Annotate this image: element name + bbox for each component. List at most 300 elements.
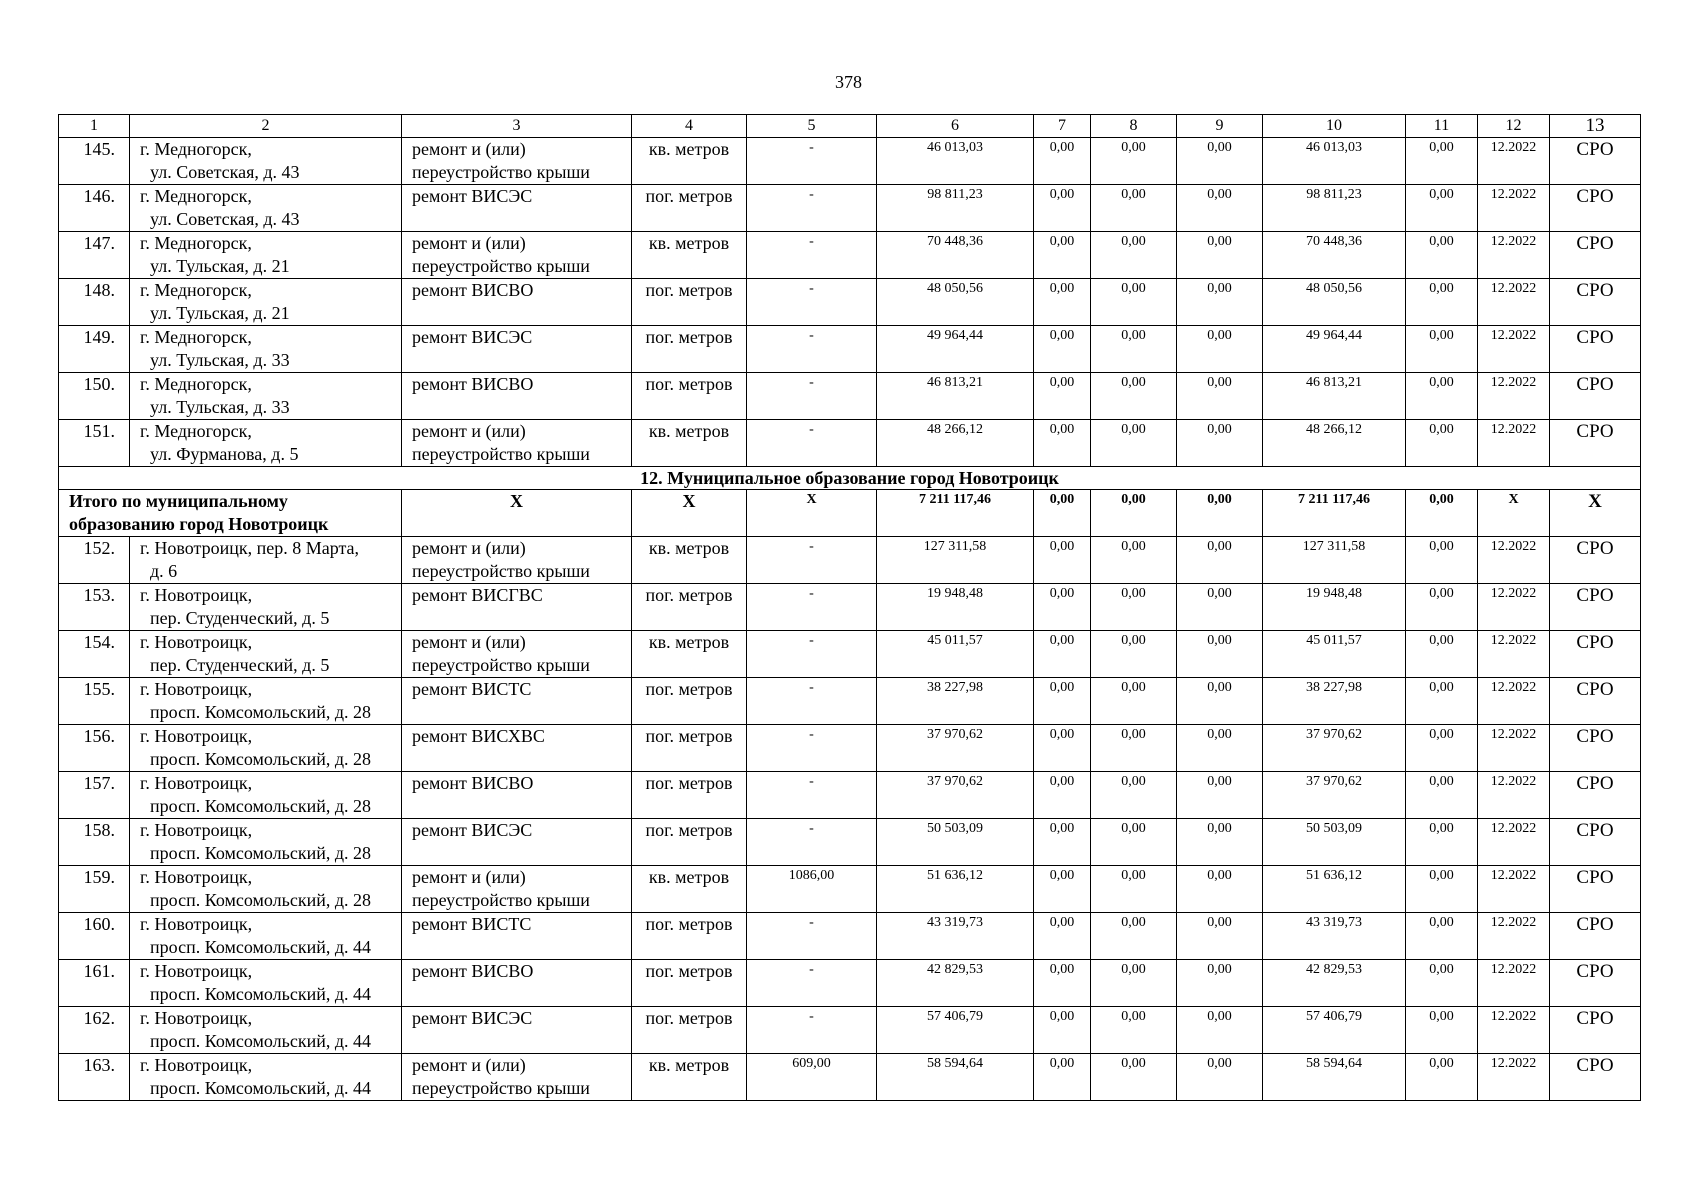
volume-cell: 609,00 — [747, 1054, 877, 1101]
fund-cost-cell: 48 266,12 — [1263, 420, 1406, 467]
value-cell-7: 0,00 — [1034, 326, 1091, 373]
value-cell-8: 0,00 — [1091, 537, 1177, 584]
work-type-line-1: ремонт и (или) — [412, 421, 526, 441]
address-line-2: просп. Комсомольский, д. 28 — [150, 702, 372, 722]
work-type-line-1: ремонт ВИСВО — [412, 773, 534, 793]
address-line-1: г. Новотроицк, — [140, 867, 253, 887]
value-cell-7: 0,00 — [1034, 960, 1091, 1007]
value-cell-7: 0,00 — [1034, 420, 1091, 467]
work-type-cell — [402, 913, 632, 960]
executor-cell: СРО — [1550, 279, 1641, 326]
address-line-2: просп. Комсомольский, д. 44 — [150, 984, 372, 1004]
unit-cell: пог. метров — [632, 185, 747, 232]
value-cell-8: 0,00 — [1091, 185, 1177, 232]
address-line-1: г. Новотроицк, — [140, 1055, 253, 1075]
value-cell-8: 0,00 — [1091, 373, 1177, 420]
work-type-line-2: переустройство крыши — [412, 444, 590, 464]
work-type-line-2: переустройство крыши — [412, 162, 590, 182]
address-cell — [130, 1007, 402, 1054]
volume-cell: - — [747, 819, 877, 866]
address-line-1: г. Медногорск, — [140, 280, 252, 300]
address-line-1: г. Новотроицк, — [140, 773, 253, 793]
address-line-2: пер. Студенческий, д. 5 — [150, 655, 330, 675]
address-cell — [130, 913, 402, 960]
value-cell-8: 0,00 — [1091, 584, 1177, 631]
address-line-2: просп. Комсомольский, д. 44 — [150, 1031, 372, 1051]
work-type-cell — [402, 537, 632, 584]
value-cell-7: 0,00 — [1034, 678, 1091, 725]
column-number: 6 — [877, 115, 1034, 138]
row-number: 159. — [59, 866, 130, 913]
address-cell — [130, 138, 402, 185]
deadline-cell: 12.2022 — [1478, 1054, 1550, 1101]
value-cell-9: 0,00 — [1177, 678, 1263, 725]
work-type-line-1: ремонт ВИСВО — [412, 961, 534, 981]
value-cell-7: 0,00 — [1034, 373, 1091, 420]
fund-cost-cell: 51 636,12 — [1263, 866, 1406, 913]
volume-cell: - — [747, 960, 877, 1007]
row-number: 155. — [59, 678, 130, 725]
deadline-cell: 12.2022 — [1478, 725, 1550, 772]
total-cost-cell: 37 970,62 — [877, 772, 1034, 819]
address-line-1: г. Новотроицк, — [140, 914, 253, 934]
total-x-3: X — [402, 490, 632, 537]
value-cell-7: 0,00 — [1034, 584, 1091, 631]
address-cell — [130, 866, 402, 913]
value-cell-7: 0,00 — [1034, 232, 1091, 279]
address-line-1: г. Новотроицк, — [140, 1008, 253, 1028]
volume-cell: - — [747, 138, 877, 185]
total-cost-cell: 19 948,48 — [877, 584, 1034, 631]
deadline-cell: 12.2022 — [1478, 373, 1550, 420]
value-cell-8: 0,00 — [1091, 420, 1177, 467]
value-cell-9: 0,00 — [1177, 373, 1263, 420]
executor-cell: СРО — [1550, 537, 1641, 584]
address-line-2: ул. Советская, д. 43 — [150, 209, 300, 229]
deadline-cell: 12.2022 — [1478, 678, 1550, 725]
unit-cell: кв. метров — [632, 1054, 747, 1101]
address-line-1: г. Медногорск, — [140, 139, 252, 159]
executor-cell: СРО — [1550, 420, 1641, 467]
work-type-cell — [402, 678, 632, 725]
table-row — [59, 279, 1641, 326]
value-cell-7: 0,00 — [1034, 866, 1091, 913]
unit-cell: кв. метров — [632, 537, 747, 584]
volume-cell: - — [747, 1007, 877, 1054]
value-cell-7: 0,00 — [1034, 631, 1091, 678]
work-type-cell — [402, 866, 632, 913]
volume-cell: - — [747, 420, 877, 467]
address-line-2: просп. Комсомольский, д. 28 — [150, 843, 372, 863]
value-cell-8: 0,00 — [1091, 1007, 1177, 1054]
work-type-cell — [402, 1054, 632, 1101]
column-number: 4 — [632, 115, 747, 138]
value-cell-7: 0,00 — [1034, 1054, 1091, 1101]
work-type-line-1: ремонт и (или) — [412, 233, 526, 253]
fund-cost-cell: 98 811,23 — [1263, 185, 1406, 232]
executor-cell: СРО — [1550, 725, 1641, 772]
unit-cell: пог. метров — [632, 960, 747, 1007]
unit-cell: кв. метров — [632, 866, 747, 913]
work-type-cell — [402, 232, 632, 279]
address-line-2: ул. Тульская, д. 21 — [150, 303, 290, 323]
section-title: 12. Муниципальное образование город Новотроицк — [59, 467, 1641, 490]
work-type-cell — [402, 960, 632, 1007]
value-cell-8: 0,00 — [1091, 631, 1177, 678]
address-line-1: г. Новотроицк, — [140, 726, 253, 746]
volume-cell: - — [747, 279, 877, 326]
value-cell-9: 0,00 — [1177, 326, 1263, 373]
row-number: 158. — [59, 819, 130, 866]
work-type-line-1: ремонт и (или) — [412, 867, 526, 887]
row-number: 148. — [59, 279, 130, 326]
fund-cost-cell: 127 311,58 — [1263, 537, 1406, 584]
table-row — [59, 631, 1641, 678]
unit-cell: пог. метров — [632, 772, 747, 819]
table-row — [59, 1054, 1641, 1101]
address-cell — [130, 678, 402, 725]
total-cost-cell: 98 811,23 — [877, 185, 1034, 232]
work-type-line-1: ремонт ВИСЭС — [412, 820, 533, 840]
total-row — [59, 490, 1641, 537]
work-type-line-2: переустройство крыши — [412, 655, 590, 675]
value-cell-9: 0,00 — [1177, 819, 1263, 866]
row-number: 145. — [59, 138, 130, 185]
table-row — [59, 373, 1641, 420]
executor-cell: СРО — [1550, 373, 1641, 420]
address-line-1: г. Новотроицк, — [140, 632, 253, 652]
deadline-cell: 12.2022 — [1478, 960, 1550, 1007]
row-number: 156. — [59, 725, 130, 772]
column-number: 10 — [1263, 115, 1406, 138]
value-cell-7: 0,00 — [1034, 1007, 1091, 1054]
total-x-4: X — [632, 490, 747, 537]
column-number: 1 — [59, 115, 130, 138]
unit-cell: пог. метров — [632, 1007, 747, 1054]
value-cell-8: 0,00 — [1091, 138, 1177, 185]
work-type-cell — [402, 725, 632, 772]
value-cell-11: 0,00 — [1406, 1054, 1478, 1101]
total-cost-cell: 127 311,58 — [877, 537, 1034, 584]
fund-cost-cell: 37 970,62 — [1263, 725, 1406, 772]
work-type-line-1: ремонт и (или) — [412, 139, 526, 159]
value-cell-11: 0,00 — [1406, 420, 1478, 467]
total-cost-cell: 46 813,21 — [877, 373, 1034, 420]
value-cell-9: 0,00 — [1177, 725, 1263, 772]
value-cell-8: 0,00 — [1091, 678, 1177, 725]
table-row — [59, 185, 1641, 232]
column-number: 7 — [1034, 115, 1091, 138]
value-cell-11: 0,00 — [1406, 772, 1478, 819]
table-row — [59, 232, 1641, 279]
value-cell-9: 0,00 — [1177, 584, 1263, 631]
work-type-line-1: ремонт ВИСТС — [412, 679, 532, 699]
value-cell-9: 0,00 — [1177, 185, 1263, 232]
value-cell-9: 0,00 — [1177, 866, 1263, 913]
total-cost-cell: 48 266,12 — [877, 420, 1034, 467]
value-cell-8: 0,00 — [1091, 866, 1177, 913]
value-cell-11: 0,00 — [1406, 913, 1478, 960]
value-cell-9: 0,00 — [1177, 772, 1263, 819]
volume-cell: - — [747, 772, 877, 819]
deadline-cell: 12.2022 — [1478, 631, 1550, 678]
volume-cell: - — [747, 185, 877, 232]
deadline-cell: 12.2022 — [1478, 326, 1550, 373]
deadline-cell: 12.2022 — [1478, 279, 1550, 326]
table-row — [59, 960, 1641, 1007]
value-cell-11: 0,00 — [1406, 373, 1478, 420]
total-cost-cell: 48 050,56 — [877, 279, 1034, 326]
address-line-1: г. Медногорск, — [140, 233, 252, 253]
row-number: 152. — [59, 537, 130, 584]
total-cost: 7 211 117,46 — [877, 490, 1034, 537]
unit-cell: кв. метров — [632, 420, 747, 467]
column-number: 2 — [130, 115, 402, 138]
address-cell — [130, 326, 402, 373]
total-cost-cell: 51 636,12 — [877, 866, 1034, 913]
address-cell — [130, 631, 402, 678]
executor-cell: СРО — [1550, 678, 1641, 725]
total-cost-cell: 43 319,73 — [877, 913, 1034, 960]
deadline-cell: 12.2022 — [1478, 913, 1550, 960]
address-cell — [130, 725, 402, 772]
executor-cell: СРО — [1550, 913, 1641, 960]
total-x-12: X — [1478, 490, 1550, 537]
row-number: 162. — [59, 1007, 130, 1054]
executor-cell: СРО — [1550, 1007, 1641, 1054]
address-cell — [130, 1054, 402, 1101]
row-number: 161. — [59, 960, 130, 1007]
column-number: 9 — [1177, 115, 1263, 138]
value-cell-9: 0,00 — [1177, 420, 1263, 467]
total-value-8: 0,00 — [1091, 490, 1177, 537]
value-cell-9: 0,00 — [1177, 1007, 1263, 1054]
table-row — [59, 866, 1641, 913]
deadline-cell: 12.2022 — [1478, 1007, 1550, 1054]
deadline-cell: 12.2022 — [1478, 537, 1550, 584]
column-number: 11 — [1406, 115, 1478, 138]
work-type-cell — [402, 584, 632, 631]
executor-cell: СРО — [1550, 138, 1641, 185]
work-type-line-1: ремонт ВИСЭС — [412, 327, 533, 347]
fund-cost-cell: 19 948,48 — [1263, 584, 1406, 631]
work-type-line-2: переустройство крыши — [412, 1078, 590, 1098]
value-cell-9: 0,00 — [1177, 1054, 1263, 1101]
value-cell-7: 0,00 — [1034, 913, 1091, 960]
value-cell-9: 0,00 — [1177, 138, 1263, 185]
value-cell-7: 0,00 — [1034, 185, 1091, 232]
volume-cell: - — [747, 373, 877, 420]
table-row — [59, 819, 1641, 866]
address-line-2: просп. Комсомольский, д. 28 — [150, 890, 372, 910]
row-number: 153. — [59, 584, 130, 631]
unit-cell: пог. метров — [632, 725, 747, 772]
work-type-cell — [402, 373, 632, 420]
work-type-line-1: ремонт и (или) — [412, 632, 526, 652]
row-number: 160. — [59, 913, 130, 960]
address-cell — [130, 772, 402, 819]
fund-cost-cell: 48 050,56 — [1263, 279, 1406, 326]
fund-cost-cell: 70 448,36 — [1263, 232, 1406, 279]
address-line-2: просп. Комсомольский, д. 44 — [150, 1078, 372, 1098]
total-cost-cell: 50 503,09 — [877, 819, 1034, 866]
value-cell-11: 0,00 — [1406, 631, 1478, 678]
executor-cell: СРО — [1550, 960, 1641, 1007]
value-cell-8: 0,00 — [1091, 232, 1177, 279]
row-number: 147. — [59, 232, 130, 279]
value-cell-7: 0,00 — [1034, 725, 1091, 772]
unit-cell: кв. метров — [632, 232, 747, 279]
volume-cell: - — [747, 537, 877, 584]
value-cell-8: 0,00 — [1091, 960, 1177, 1007]
work-type-cell — [402, 772, 632, 819]
table-row — [59, 772, 1641, 819]
volume-cell: - — [747, 326, 877, 373]
unit-cell: пог. метров — [632, 279, 747, 326]
value-cell-9: 0,00 — [1177, 913, 1263, 960]
address-line-1: г. Новотроицк, пер. 8 Марта, — [140, 538, 360, 558]
table-row — [59, 1007, 1641, 1054]
work-type-cell — [402, 631, 632, 678]
volume-cell: - — [747, 913, 877, 960]
column-number: 3 — [402, 115, 632, 138]
total-value-7: 0,00 — [1034, 490, 1091, 537]
address-line-1: г. Новотроицк, — [140, 585, 253, 605]
work-type-line-1: ремонт ВИСГВС — [412, 585, 543, 605]
address-cell — [130, 420, 402, 467]
volume-cell: - — [747, 631, 877, 678]
fund-cost-cell: 57 406,79 — [1263, 1007, 1406, 1054]
address-line-2: ул. Тульская, д. 33 — [150, 350, 290, 370]
row-number: 154. — [59, 631, 130, 678]
value-cell-11: 0,00 — [1406, 678, 1478, 725]
address-line-2: просп. Комсомольский, д. 28 — [150, 749, 372, 769]
row-number: 150. — [59, 373, 130, 420]
executor-cell: СРО — [1550, 584, 1641, 631]
executor-cell: СРО — [1550, 772, 1641, 819]
executor-cell: СРО — [1550, 232, 1641, 279]
value-cell-9: 0,00 — [1177, 232, 1263, 279]
volume-cell: - — [747, 678, 877, 725]
total-value-9: 0,00 — [1177, 490, 1263, 537]
work-type-line-1: ремонт и (или) — [412, 538, 526, 558]
address-line-1: г. Новотроицк, — [140, 820, 253, 840]
work-type-cell — [402, 279, 632, 326]
address-line-1: г. Новотроицк, — [140, 679, 253, 699]
table-row — [59, 138, 1641, 185]
total-cost-cell: 38 227,98 — [877, 678, 1034, 725]
work-type-line-1: ремонт ВИСХВС — [412, 726, 545, 746]
total-cost-cell: 58 594,64 — [877, 1054, 1034, 1101]
total-cost-cell: 45 011,57 — [877, 631, 1034, 678]
work-type-line-1: ремонт ВИСТС — [412, 914, 532, 934]
page-number: 378 — [835, 72, 862, 92]
executor-cell: СРО — [1550, 631, 1641, 678]
value-cell-7: 0,00 — [1034, 279, 1091, 326]
work-type-line-2: переустройство крыши — [412, 890, 590, 910]
address-cell — [130, 584, 402, 631]
value-cell-8: 0,00 — [1091, 913, 1177, 960]
column-number: 13 — [1550, 115, 1641, 138]
table-row — [59, 584, 1641, 631]
value-cell-11: 0,00 — [1406, 960, 1478, 1007]
address-line-1: г. Медногорск, — [140, 374, 252, 394]
value-cell-7: 0,00 — [1034, 772, 1091, 819]
fund-cost-cell: 58 594,64 — [1263, 1054, 1406, 1101]
work-type-cell — [402, 1007, 632, 1054]
address-line-1: г. Медногорск, — [140, 327, 252, 347]
work-type-line-2: переустройство крыши — [412, 256, 590, 276]
address-line-2: ул. Фурманова, д. 5 — [150, 444, 299, 464]
value-cell-7: 0,00 — [1034, 138, 1091, 185]
total-value-11: 0,00 — [1406, 490, 1478, 537]
deadline-cell: 12.2022 — [1478, 185, 1550, 232]
unit-cell: кв. метров — [632, 631, 747, 678]
value-cell-11: 0,00 — [1406, 232, 1478, 279]
unit-cell: пог. метров — [632, 584, 747, 631]
total-label-line-1: Итого по муниципальному — [69, 491, 288, 511]
table-row — [59, 913, 1641, 960]
unit-cell: пог. метров — [632, 326, 747, 373]
address-cell — [130, 537, 402, 584]
total-cost-cell: 70 448,36 — [877, 232, 1034, 279]
deadline-cell: 12.2022 — [1478, 138, 1550, 185]
executor-cell: СРО — [1550, 326, 1641, 373]
address-line-2: ул. Тульская, д. 33 — [150, 397, 290, 417]
executor-cell: СРО — [1550, 866, 1641, 913]
fund-cost-cell: 49 964,44 — [1263, 326, 1406, 373]
value-cell-9: 0,00 — [1177, 537, 1263, 584]
address-line-2: просп. Комсомольский, д. 44 — [150, 937, 372, 957]
deadline-cell: 12.2022 — [1478, 772, 1550, 819]
deadline-cell: 12.2022 — [1478, 420, 1550, 467]
value-cell-8: 0,00 — [1091, 326, 1177, 373]
value-cell-11: 0,00 — [1406, 725, 1478, 772]
row-number: 157. — [59, 772, 130, 819]
fund-cost-cell: 46 813,21 — [1263, 373, 1406, 420]
value-cell-11: 0,00 — [1406, 866, 1478, 913]
column-number: 12 — [1478, 115, 1550, 138]
volume-cell: - — [747, 232, 877, 279]
row-number: 146. — [59, 185, 130, 232]
address-line-2: пер. Студенческий, д. 5 — [150, 608, 330, 628]
total-cost-cell: 42 829,53 — [877, 960, 1034, 1007]
work-type-line-1: ремонт ВИСЭС — [412, 1008, 533, 1028]
work-type-line-2: переустройство крыши — [412, 561, 590, 581]
work-type-line-1: ремонт ВИСЭС — [412, 186, 533, 206]
address-line-2: ул. Тульская, д. 21 — [150, 256, 290, 276]
value-cell-11: 0,00 — [1406, 819, 1478, 866]
work-type-cell — [402, 420, 632, 467]
value-cell-8: 0,00 — [1091, 279, 1177, 326]
value-cell-8: 0,00 — [1091, 725, 1177, 772]
unit-cell: кв. метров — [632, 138, 747, 185]
column-number: 5 — [747, 115, 877, 138]
address-cell — [130, 819, 402, 866]
volume-cell: 1086,00 — [747, 866, 877, 913]
table-row — [59, 326, 1641, 373]
row-number: 163. — [59, 1054, 130, 1101]
table-row — [59, 678, 1641, 725]
value-cell-9: 0,00 — [1177, 960, 1263, 1007]
deadline-cell: 12.2022 — [1478, 584, 1550, 631]
volume-cell: - — [747, 725, 877, 772]
row-number: 151. — [59, 420, 130, 467]
value-cell-11: 0,00 — [1406, 185, 1478, 232]
work-type-cell — [402, 819, 632, 866]
unit-cell: пог. метров — [632, 373, 747, 420]
works-table — [58, 114, 1641, 1101]
